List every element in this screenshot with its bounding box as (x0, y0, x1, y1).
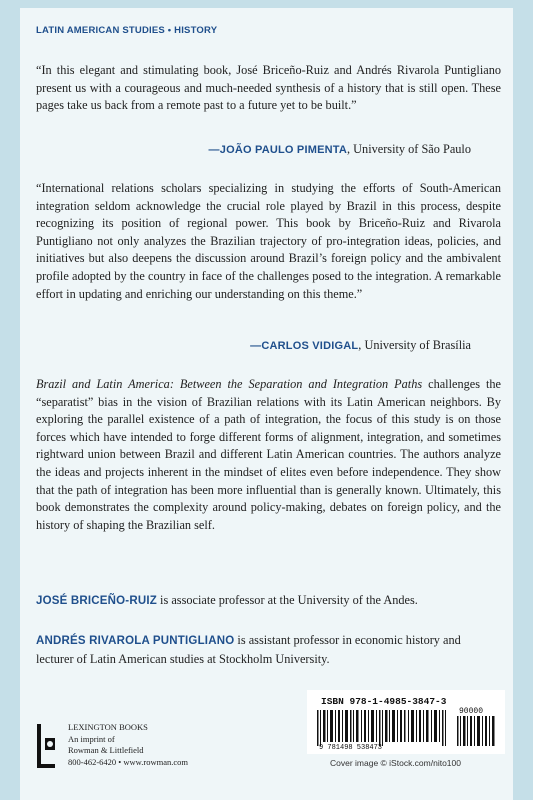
isbn-barcode (317, 710, 447, 746)
author-2-bio (36, 632, 501, 668)
series-label: LATIN AMERICAN STUDIES • HISTORY (36, 25, 218, 36)
book-title: Brazil and Latin America: Between the Separation and Integration Paths (36, 377, 423, 391)
author-1-name: JOSÉ BRICEÑO-RUIZ (36, 595, 157, 607)
publisher-block (36, 720, 276, 780)
publisher-line1: An imprint of (68, 733, 115, 744)
blurb-1-attribution (209, 142, 471, 157)
author-2-text: is assistant professor in economic history and lecturer of Latin American studies at Stockholm University. (36, 633, 461, 666)
author-2-name: ANDRÉS RIVAROLA PUNTIGLIANO (36, 635, 235, 647)
isbn-label: ISBN 978-1-4985-3847-3 (321, 696, 447, 707)
barcode-digits: 9 781498 538473 (319, 744, 383, 752)
blurb-1-quote: “In this elegant and stimulating book, José Briceño-Ruiz and Andrés Rivarola Puntigliano present us with a courageous and much-needed synthesis of a history that is still open. These pages take us back from a remote past to a future yet to be built.” (36, 63, 501, 113)
publisher-text (68, 722, 188, 768)
author-1-bio (36, 592, 501, 611)
blurb-2-affiliation: , University of Brasília (358, 338, 471, 352)
price-code: 90000 (459, 707, 484, 716)
blurb-1-affiliation: , University of São Paulo (347, 142, 471, 156)
publisher-line2: Rowman & Littlefield (68, 745, 144, 755)
barcode-box (307, 690, 505, 754)
book-description (36, 376, 501, 534)
blurb-2-attribution (250, 338, 471, 353)
author-1-text: is associate professor at the University of the Andes. (156, 593, 418, 607)
blurb-1-name: —JOÃO PAULO PIMENTA (208, 144, 348, 156)
publisher-name: LEXINGTON BOOKS (68, 722, 148, 732)
publisher-contact: 800-462-6420 • www.rowman.com (68, 756, 188, 767)
description-body: challenges the “separatist” bias in the vision of Brazilian relations with its Latin American neighbors. By exploring the parallel existence of a path of integration, the focus of this study is on those forces which have intended to forge different forms of alignment, integration, and sometimes rightward union between Brazil and different Latin American countries. The authors analyze the ideas and projects inherent in the mindset of elites even before independence. They show that the path of integration has been more influential than is generally known. Ultimately, this book demonstrates the complexity around policy-making, debates on foreign policy, and the history of shaping the Brazilian self. (36, 377, 501, 532)
lexington-logo-icon (36, 724, 60, 770)
addon-barcode (457, 716, 497, 746)
blurb-2-quote: “International relations scholars specializing in studying the efforts of South-American integration seldom acknowledge the crucial role played by Brazil in this process, despite recognizing its position of regional power. This book by Briceño-Ruiz and Rivarola Puntigliano not only analyzes the Brazilian trajectory of pro-integration ideas, policies, and initiatives but also deepens the discussion around Brazil’s foreign policy and the ambivalent profile adopted by the country in face of the challenges posed to the integration. A remarkable effort in updating and enriching our understanding on this theme.” (36, 181, 501, 301)
cover-image-credit: Cover image © iStock.com/nito100 (330, 758, 461, 768)
blurb-2-name: —CARLOS VIDIGAL (250, 340, 359, 352)
